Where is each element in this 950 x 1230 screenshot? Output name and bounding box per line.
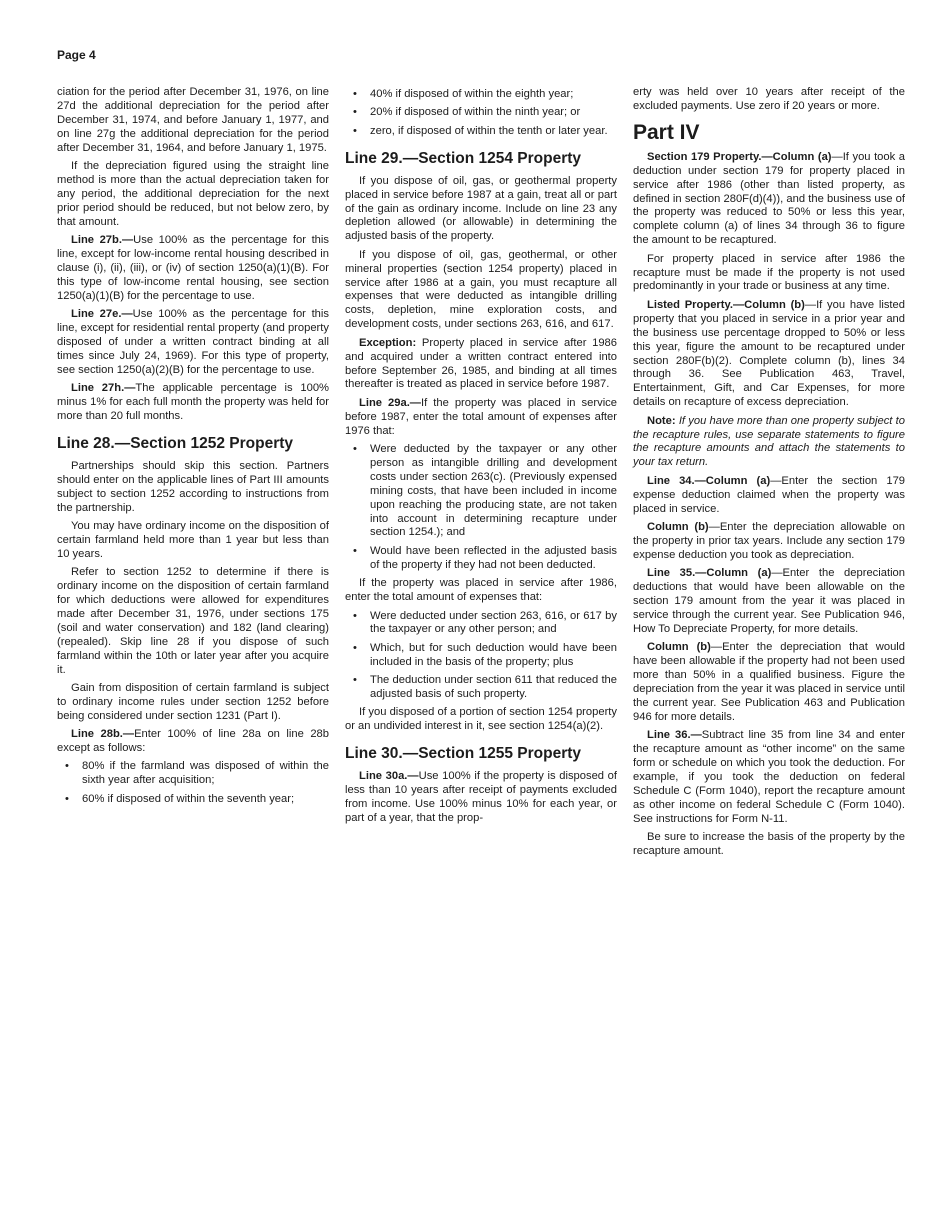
paragraph-text: Use 100% if the property is disposed of less than 10 years after receipt of payments excluded from income. Use 100% minus 10% for each year, or part of a year, that the prop- [345,770,617,824]
bullet-icon: • [353,106,357,119]
paragraph-lead: Line 27h.— [71,382,136,395]
paragraph-text: Use 100% as the percentage for this line, except for low-income rental housing described in clause (i), (ii), (iii), or (iv) of section 1250(a)(1)(B). For this type of low-income rental housing, see section 1250(a)(1)(B) for the percentage to use. [57,234,329,302]
paragraph-text: Property placed in service after 1986 and acquired under a written contract entered into before September 26, 1985, and binding at all times thereafter is treated as placed in service before 1987. [345,336,618,391]
bullet-item [57,760,329,788]
paragraph-text: —Enter the depreciation allowable on the property in prior tax years. Include any section 179 expense deduction you took as depreciation. [633,520,905,561]
paragraph [345,770,617,826]
paragraph-text: —Enter the depreciation that would have been allowable if the property had not been used more than 50% in a qualified business. Figure the depreciation from the year it was placed in service until the current year. See Publication 463 and Publication 946 for more details. [633,641,905,723]
bullet-text: zero, if disposed of within the tenth or later year. [370,124,608,137]
bullet-item [345,610,617,638]
paragraph [57,460,329,516]
bullet-list [345,610,617,702]
paragraph [57,382,329,424]
paragraph-lead: Line 36.— [647,729,702,742]
paragraph-text: Gain from disposition of certain farmland is subject to ordinary income rules under section 1252 before being considered under section 1231 (Part I). [57,681,329,722]
paragraph [633,475,905,517]
paragraph-lead: Line 27b.— [71,234,134,247]
paragraph-text: Refer to section 1252 to determine if there is ordinary income on the disposition of certain farmland for which deductions were allowed for expenditures made after December 31, 1976, under sections 175 (soil and water conservation) and 182 (land clearing) (repealed). Skip line 28 if you dispose of such farmland within the 10th or later year after you acquire it. [57,566,329,676]
paragraph-lead: Exception: [359,336,422,349]
paragraph-text: The applicable percentage is 100% minus 1% for each full month the property was held for more than 20 full months. [57,382,329,422]
three-column-layout [57,86,905,863]
paragraph-text: For property placed in service after 1986 the recapture must be made if the property is not used predominantly in your trade or business at any time. [633,252,905,293]
paragraph [57,234,329,304]
paragraph [345,175,617,245]
section-heading: Line 28.—Section 1252 Property [57,434,294,452]
paragraph-lead: Section 179 Property.—Column (a) [647,150,832,163]
paragraph-text: —If you took a deduction under section 179 for property placed in service after 1986 (other than listed property, as defined in section 280F(d)(4)), and the business use of the property was reduced to 50% or less this year, complete column (a) of lines 34 through 36 to figure the amount to be recaptured. [633,150,905,247]
paragraph-text: Subtract line 35 from line 34 and enter the recapture amount as “other income” on the same form or schedule on which you took the deduction. For example, if you took the deduction on federal Schedule C (Form 1040), report the recapture amount as other income on federal Schedule C (Form 1040). See instructions for Form N-11. [633,729,905,825]
paragraph-text: erty was held over 10 years after receipt of the excluded payments. Use zero if 20 years or more. [633,86,905,112]
paragraph-lead: Column (b) [647,641,711,654]
paragraph-text: Partnerships should skip this section. Partners should enter on the applicable lines of Part III amounts subject to section 1252 according to instructions from the partnership. [57,459,329,514]
bullet-item [345,674,617,702]
bullet-item [345,88,617,102]
bullet-item [345,545,617,573]
paragraph-text: Be sure to increase the basis of the property by the recapture amount. [633,831,905,857]
paragraph [57,682,329,724]
paragraph [345,397,617,439]
page-number: Page 4 [57,48,96,62]
column-1 [57,86,329,811]
bullet-text: 40% if disposed of within the eighth year; [370,88,574,100]
bullet-icon: • [353,674,357,687]
paragraph [633,831,905,859]
paragraph-lead: Line 29a.— [359,396,421,409]
bullet-list [345,88,617,139]
paragraph-text: If the depreciation figured using the straight line method is more than the actual depreciation taken for any period, the additional depreciation for the next prior period should be reduced, but not below zero, by that amount. [57,160,329,228]
paragraph-text: If you disposed of a portion of section 1254 property or an undivided interest in it, see section 1254(a)(2). [345,706,617,733]
paragraph [57,566,329,677]
bullet-text: Were deducted by the taxpayer or any other person as intangible drilling and development costs under section 263(c). (Previously expensed mining costs, that have been included in income upon reaching the producing state, are not taken into account in determining recapture under section 1254.); and [370,443,617,539]
bullet-list [345,443,617,573]
paragraph [57,308,329,378]
paragraph [633,86,905,114]
section-heading: Line 30.—Section 1255 Property [345,745,582,763]
paragraph-lead: Listed Property.—Column (b) [647,298,805,311]
paragraph-text: If the property was placed in service after 1986, enter the total amount of expenses that: [345,577,617,604]
paragraph-text: You may have ordinary income on the disposition of certain farmland held more than 1 year but less than 10 years. [57,519,329,560]
paragraph [345,706,617,734]
paragraph-text: Enter 100% of line 28a on line 28b except as follows: [57,728,329,755]
paragraph [633,729,905,826]
paragraph [57,160,329,230]
bullet-icon: • [353,88,357,100]
bullet-text: 20% if disposed of within the ninth year; or [370,106,581,119]
paragraph-lead: Line 34.—Column (a) [647,474,771,487]
paragraph [633,151,905,248]
bullet-icon: • [65,792,69,805]
bullet-item [57,793,329,807]
part-heading: Part IV [633,120,700,144]
bullet-item [345,106,617,120]
paragraph-text: —Enter the depreciation deductions that would have been allowable on the section 179 amount from the year it was placed in service through the current year. See Publication 946, How To Depreciate Property, for more details. [633,567,905,635]
paragraph-lead: Line 27e.— [71,308,133,321]
paragraph [633,567,905,637]
paragraph-text: —If you have listed property that you placed in service in a prior year and the business use percentage dropped to 50% or less this year, figure the amount to be recaptured under section 280F(b)(2). Complete column (b), lines 34 through 36. See Publication 463, Travel, Entertainment, Gift, and Car Expenses, for more details on recapture of excess depreciation. [633,298,905,409]
paragraph-lead: Column (b) [647,520,709,533]
paragraph [633,521,905,563]
paragraph-lead: Line 35.—Column (a) [647,567,772,580]
bullet-text: Would have been reflected in the adjusted basis of the property if they had not been deducted. [370,544,617,571]
paragraph [633,641,905,724]
column-3 [633,86,905,863]
paragraph [57,520,329,562]
paragraph [633,299,905,410]
bullet-item [345,642,617,670]
bullet-text: The deduction under section 611 that reduced the adjusted basis of such property. [370,674,617,701]
column-2 [345,86,617,830]
bullet-icon: • [353,124,357,137]
paragraph-text: Use 100% as the percentage for this line, except for residential rental property (and property disposed of under a written contract binding at all times since July 24, 1969). For this type of property, see section 1250(a)(2)(B) for the percentage to use. [57,308,329,376]
bullet-text: Were deducted under section 263, 616, or 617 by the taxpayer or any other person; and [370,609,617,636]
paragraph-text: If you have more than one property subject to the recapture rules, use separate statements to figure the recapture amounts and attach the statements to your tax return. [633,414,905,469]
paragraph-lead: Line 30a.— [359,770,419,783]
paragraph-lead: Line 28b.— [71,728,135,741]
bullet-item [345,443,617,540]
bullet-icon: • [65,760,69,773]
bullet-icon: • [353,641,357,654]
bullet-item [345,125,617,139]
paragraph [345,249,617,332]
bullet-text: Which, but for such deduction would have been included in the basis of the property; plus [370,641,617,668]
paragraph-lead: Note: [647,414,679,427]
paragraph-text: ciation for the period after December 31, 1976, on line 27d the additional depreciation for the period after December 31, 1974, and before January 1, 1977, and on line 27g the additional depreciation for the period after December 31, 1964, and before January 1, 1975. [57,86,329,154]
bullet-icon: • [353,443,357,456]
paragraph [633,253,905,295]
paragraph-text: —Enter the section 179 expense deduction claimed when the property was placed in service. [633,474,906,515]
bullet-icon: • [353,544,357,557]
bullet-text: 80% if the farmland was disposed of within the sixth year after acquisition; [82,760,329,787]
paragraph-text: If you dispose of oil, gas, or geothermal property placed in service before 1987 at a gain, treat all or part of the gain as ordinary income. Include on line 23 any depletion allowed (or allowable) in determining the adjusted basis of the property. [345,174,617,243]
paragraph [345,337,617,393]
bullet-text: 60% if disposed of within the seventh year; [82,792,295,805]
paragraph [633,415,905,471]
paragraph-text: If you dispose of oil, gas, geothermal, or other mineral properties (section 1254 property) placed in service after 1986 at a gain, you must recapture all expenses that were deducted as intangible drilling costs, depletion, mine exploration costs, and development costs, under sections 263, 616, and 617. [345,248,617,331]
paragraph [345,577,617,605]
bullet-list [57,760,329,806]
paragraph-text: If the property was placed in service before 1987, enter the total amount of expenses after 1976 that: [345,396,617,437]
bullet-icon: • [353,609,357,622]
section-heading: Line 29.—Section 1254 Property [345,149,582,167]
paragraph [57,86,329,156]
paragraph [57,728,329,756]
